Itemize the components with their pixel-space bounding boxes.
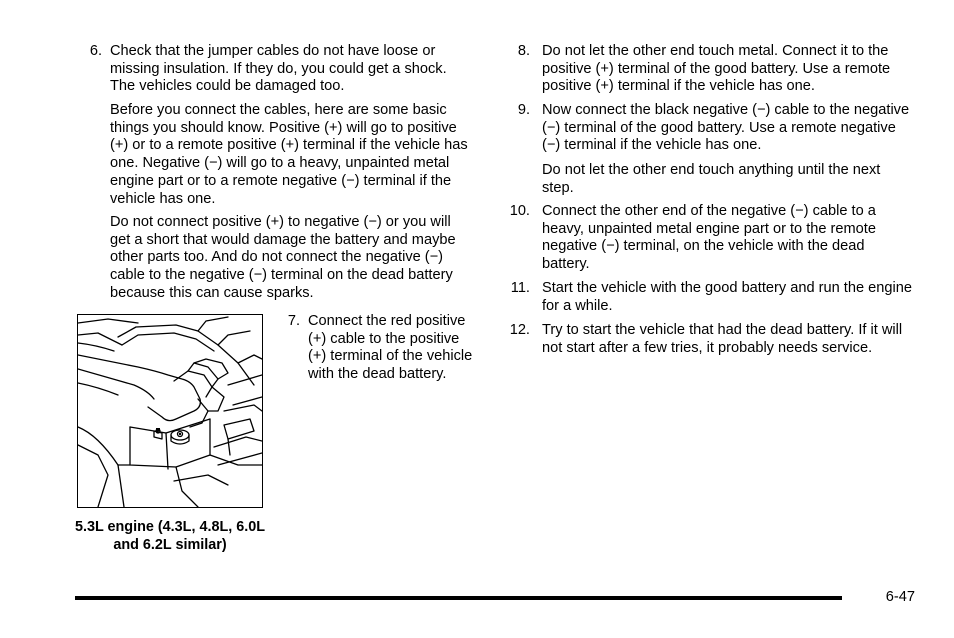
engine-battery-illustration: [77, 314, 263, 508]
cable-basics-paragraph: Before you connect the cables, here are some basic things you should know. Positive (+) will go to positive (+) or to a remote positive (+) terminal if the vehicle has one. Negative (−) will go to a heavy, unpainted metal engine part or to a remote negative (−) terminal if the vehicle has one.: [110, 102, 468, 207]
short-warning-paragraph: Do not connect positive (+) to negative (−) or you will get a short that would damage the battery and maybe other parts too. And do not connect the negative (−) cable to the negative (−) terminal on the dead battery because this can cause sparks.: [110, 214, 456, 301]
step-text: Try to start the vehicle that had the dead battery. If it will not start after a few tries, it probably needs service.: [542, 322, 903, 356]
figure-caption: 5.3L engine (4.3L, 4.8L, 6.0L and 6.2L similar): [74, 519, 266, 553]
footer-rule: [75, 596, 842, 600]
step-number: 7.: [287, 313, 300, 329]
step-6: [80, 43, 470, 96]
step-text: Do not let the other end touch metal. Connect it to the positive (+) terminal of the good battery. Use a remote positive (+) terminal if the vehicle has one.: [542, 43, 891, 95]
step-number: 10.: [509, 203, 530, 219]
step-text: Connect the red positive (+) cable to the positive (+) terminal of the vehicle with the dead battery.: [308, 313, 473, 383]
step-text: Now connect the black negative (−) cable to the negative (−) terminal of the good battery. Use a remote negative (−) terminal if the vehicle has one.: [542, 102, 910, 154]
next-step-paragraph: Do not let the other end touch anything until the next step.: [542, 162, 881, 196]
step-text: Connect the other end of the negative (−) cable to a heavy, unpainted metal engine part or to the remote negative (−) terminal, on the vehicle with the dead battery.: [542, 203, 876, 273]
step-11: [504, 280, 914, 315]
step-number: 6.: [89, 43, 102, 59]
step-12: [504, 322, 914, 357]
step-number: 9.: [517, 102, 530, 118]
step-8: [504, 43, 914, 96]
step-number: 8.: [517, 43, 530, 59]
step-10: [504, 203, 914, 274]
step-number: 11.: [510, 280, 530, 296]
battery-cable-drawing: [78, 315, 262, 507]
step-number: 12.: [509, 322, 530, 338]
step-text: Check that the jumper cables do not have loose or missing insulation. If they do, you could get a shock. The vehicles could be damaged too.: [110, 43, 447, 95]
step-9: [504, 102, 914, 155]
step-text: Start the vehicle with the good battery and run the engine for a while.: [542, 280, 912, 314]
step-7: [280, 313, 476, 384]
page-number: 6-47: [885, 589, 915, 605]
